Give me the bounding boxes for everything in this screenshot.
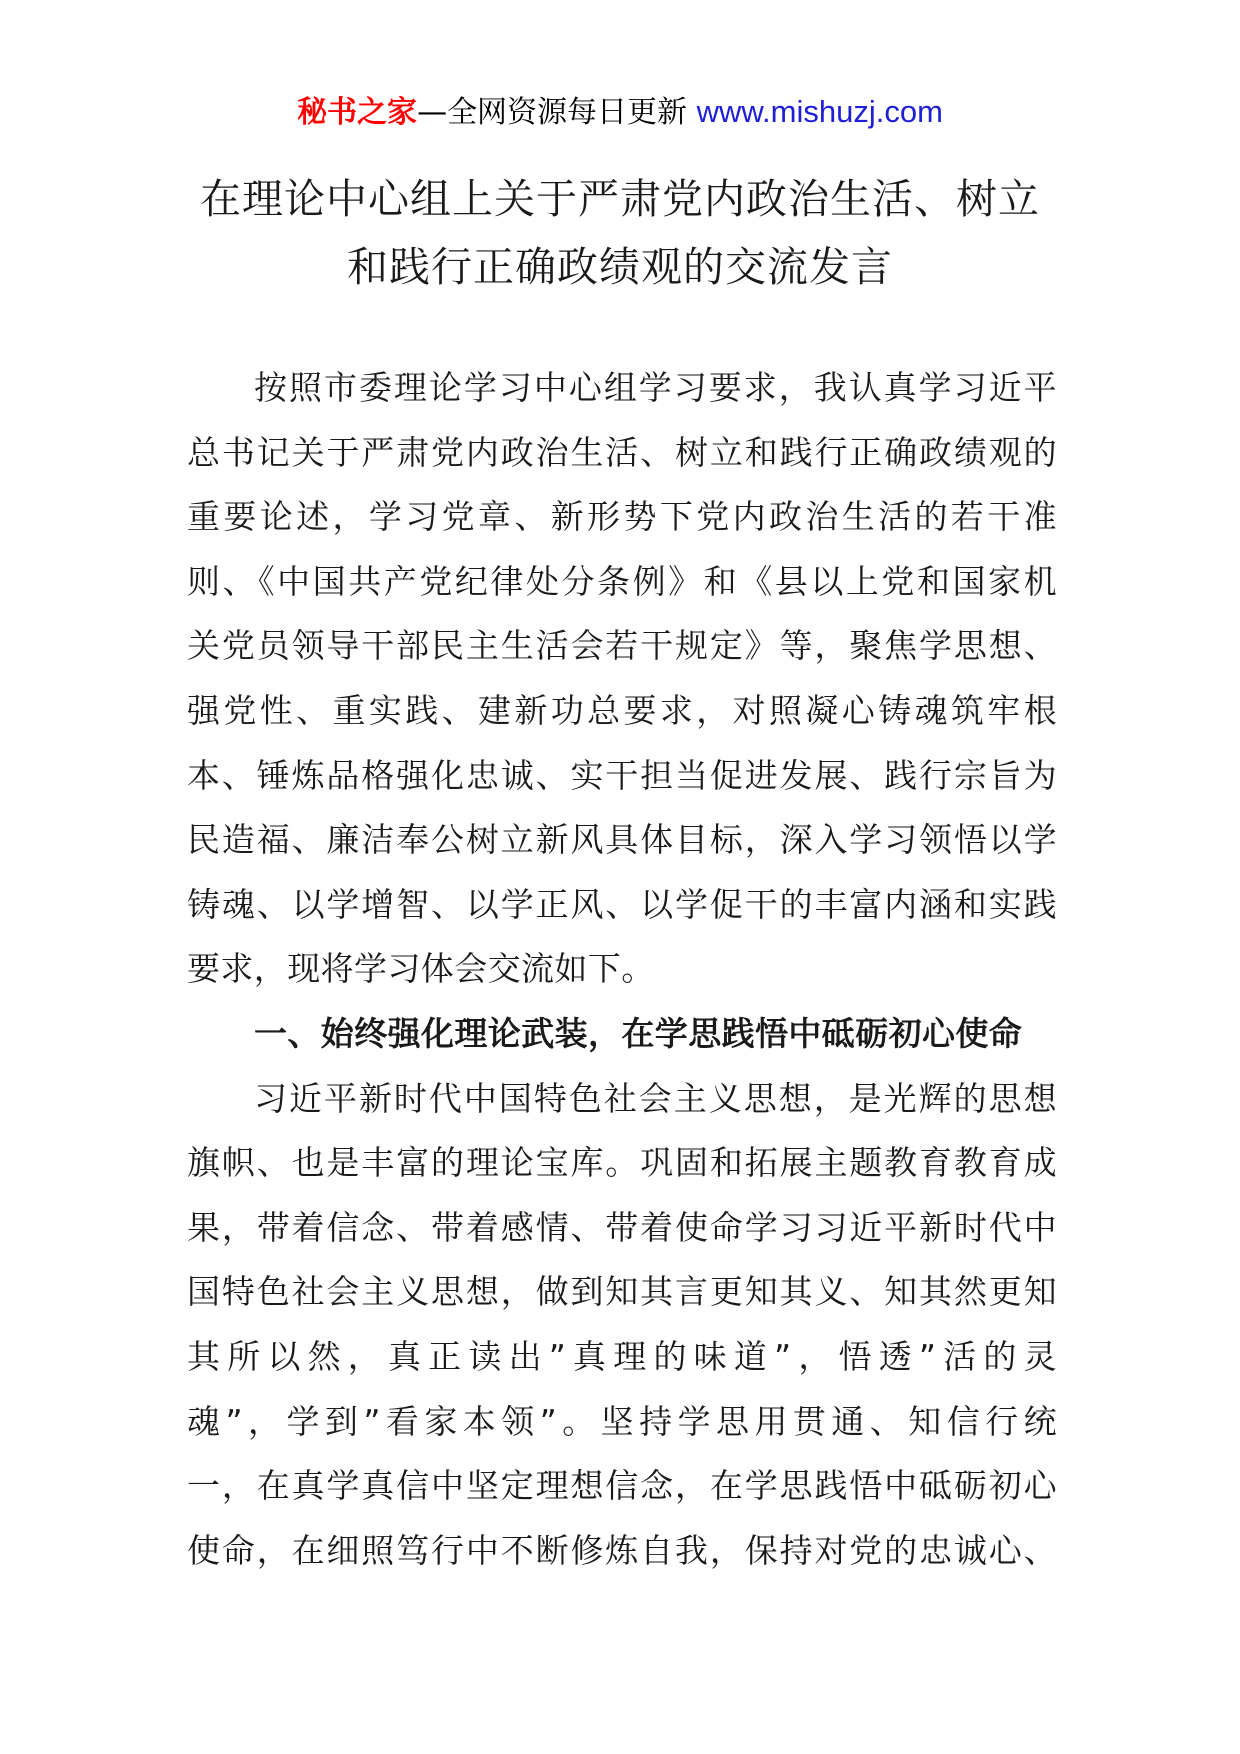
body-line: 总书记关于严肃党内政治生活、树立和践行正确政绩观的 bbox=[187, 432, 1057, 472]
document-body bbox=[187, 356, 1057, 1583]
site-brand: 秘书之家 bbox=[297, 95, 418, 130]
body-line: 关党员领导干部民主生活会若干规定》等，聚焦学思想、 bbox=[187, 626, 1057, 666]
body-line: 则、《中国共产党纪律处分条例》和《县以上党和国家机 bbox=[187, 561, 1057, 601]
site-header bbox=[0, 92, 1240, 133]
body-line: 果，带着信念、带着感情、带着使命学习习近平新时代中 bbox=[187, 1207, 1057, 1247]
document-title bbox=[150, 165, 1090, 301]
document-title-line-2: 和践行正确政绩观的交流发言 bbox=[347, 243, 893, 291]
body-line: 国特色社会主义思想，做到知其言更知其义、知其然更知 bbox=[187, 1272, 1057, 1312]
body-line: 铸魂、以学增智、以学正风、以学促干的丰富内涵和实践 bbox=[187, 884, 1057, 924]
site-tagline: —全网资源每日更新 bbox=[417, 95, 697, 130]
body-line: 强党性、重实践、建新功总要求，对照凝心铸魂筑牢根 bbox=[187, 690, 1057, 730]
body-line: 民造福、廉洁奉公树立新风具体目标，深入学习领悟以学 bbox=[187, 820, 1057, 860]
body-line: 魂”，学到”看家本领”。坚持学思用贯通、知信行统 bbox=[187, 1401, 1057, 1441]
body-line: 要求，现将学习体会交流如下。 bbox=[187, 949, 655, 989]
body-line: 一，在真学真信中坚定理想信念，在学思践悟中砥砺初心 bbox=[187, 1466, 1057, 1506]
body-line: 其所以然，真正读出”真理的味道”，悟透”活的灵 bbox=[187, 1336, 1057, 1376]
document-title-line-1: 在理论中心组上关于严肃党内政治生活、树立 bbox=[200, 175, 1040, 223]
body-line: 习近平新时代中国特色社会主义思想，是光辉的思想 bbox=[254, 1078, 1057, 1118]
body-line: 按照市委理论学习中心组学习要求，我认真学习近平 bbox=[254, 368, 1057, 407]
body-line: 重要论述，学习党章、新形势下党内政治生活的若干准 bbox=[187, 497, 1057, 537]
body-line: 本、锤炼品格强化忠诚、实干担当促进发展、践行宗旨为 bbox=[187, 755, 1057, 795]
body-line: 旗帜、也是丰富的理论宝库。巩固和拓展主题教育教育成 bbox=[187, 1143, 1057, 1183]
site-url-link[interactable]: www.mishuzj.com bbox=[696, 94, 943, 129]
section-heading: 一、始终强化理论武装，在学思践悟中砥砺初心使命 bbox=[254, 1013, 1023, 1053]
body-line: 使命，在细照笃行中不断修炼自我，保持对党的忠诚心、 bbox=[187, 1530, 1057, 1570]
